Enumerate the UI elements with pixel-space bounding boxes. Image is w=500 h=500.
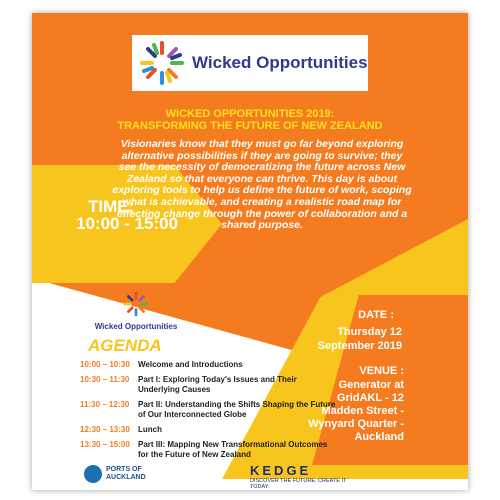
- kedge-name: KEDGE: [250, 463, 312, 478]
- agenda-text: Part II: Understanding the Shifts Shaping the Future of Our Interconnected Globe: [138, 400, 336, 419]
- kedge-logo: [250, 463, 366, 489]
- venue-value: Generator at GridAKL - 12 Madden Street - Wynyard Quarter - Auckland: [308, 379, 404, 443]
- agenda-item: [80, 360, 340, 370]
- small-starburst-icon: [123, 291, 149, 317]
- agenda-time: 11:30 – 12:30: [80, 400, 130, 409]
- agenda-time: 10:00 – 10:30: [80, 360, 130, 369]
- date-label: DATE :: [358, 309, 394, 321]
- agenda-text: Part I: Exploring Today's Issues and Their Underlying Causes: [138, 375, 297, 394]
- agenda-text: Lunch: [138, 425, 162, 434]
- main-logo: [132, 35, 368, 91]
- agenda-text: Welcome and Introductions: [138, 360, 243, 369]
- intro-paragraph: Visionaries know that they must go far beyond exploring alternative possibilities if they are going to survive; they see the necessity of democratizing the future across New Zealand so that everyone can thrive. This day is about exploring tools to help us define the future of work, scoping what is achievable, and creating a realistic road map for effecting change through the power of collaboration and a shared purpose.: [112, 138, 412, 232]
- ports-of-auckland-logo: [84, 461, 154, 487]
- event-title-line2: TRANSFORMING THE FUTURE OF NEW ZEALAND: [117, 120, 383, 132]
- event-title-line1: WICKED OPPORTUNITIES 2019:: [165, 108, 335, 120]
- ports-line1: PORTS OF: [106, 466, 142, 473]
- kedge-tagline: DISCOVER THE FUTURE. CREATE IT TODAY.: [250, 478, 347, 490]
- event-poster: [32, 13, 468, 490]
- time-label: TIME:: [88, 197, 135, 216]
- time-value: 10:00 - 15:00: [76, 214, 179, 233]
- agenda-time: 13:30 – 15:00: [80, 440, 130, 449]
- agenda-time: 12:30 – 13:30: [80, 425, 130, 434]
- small-logo-name: Wicked Opportunities: [94, 322, 178, 331]
- logo-name: Wicked Opportunities: [192, 53, 368, 72]
- venue-label: VENUE :: [359, 365, 404, 377]
- starburst-logo-icon: [138, 39, 186, 87]
- small-logo: [86, 291, 186, 331]
- agenda-text: Part III: Mapping New Transformational Outcomes for the Future of New Zealand: [138, 440, 328, 459]
- agenda-title: AGENDA: [88, 336, 162, 355]
- date-value: Thursday 12 September 2019: [317, 326, 402, 352]
- ports-wave-icon: [84, 465, 102, 483]
- ports-line2: AUCKLAND: [106, 474, 146, 481]
- agenda-time: 10:30 – 11:30: [80, 375, 130, 384]
